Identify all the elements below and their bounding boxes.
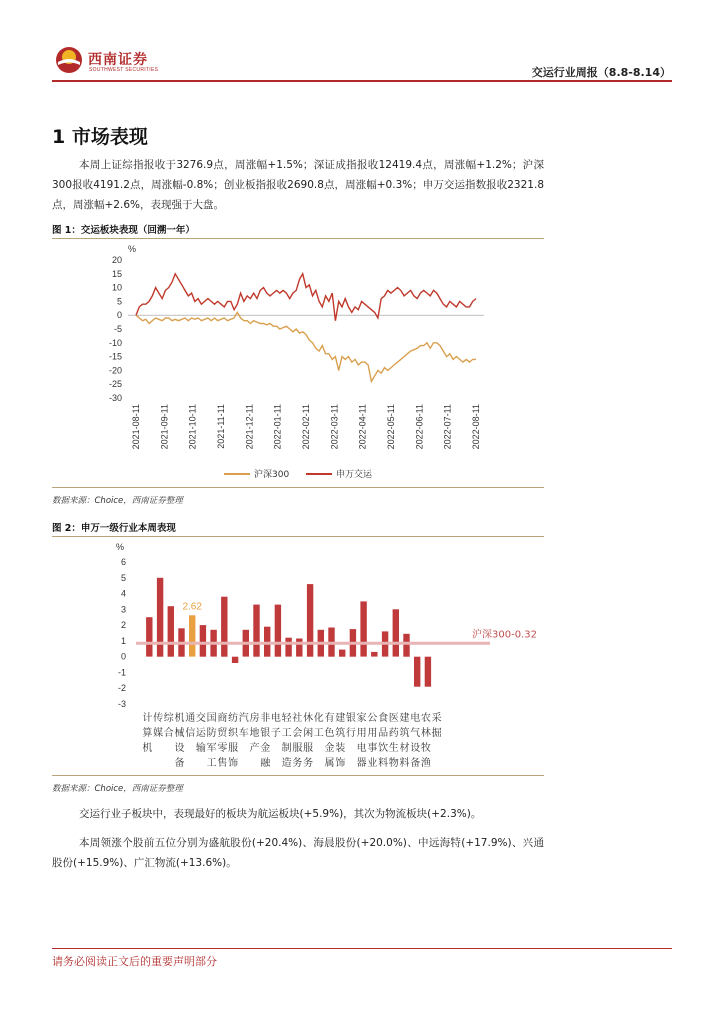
- y-tick-label: -5: [113, 324, 122, 334]
- category-label: 传媒: [153, 713, 164, 739]
- brand-logo: [55, 44, 159, 76]
- figure1-title: 图 1：交运板块表现（回溯一年）: [52, 225, 195, 236]
- figure2-top-rule: [52, 536, 544, 537]
- y-tick-label: 0: [120, 651, 126, 662]
- y-tick-label: 15: [111, 268, 122, 279]
- industry-bar: [275, 605, 281, 657]
- category-label: 通信: [185, 713, 196, 739]
- y-tick-label: -1: [117, 667, 126, 678]
- bar-chart: [52, 538, 544, 774]
- x-tick-label: 2022-07-11: [442, 404, 453, 450]
- y-axis-unit: %: [116, 542, 125, 552]
- industry-bar: [264, 627, 270, 657]
- figure1-bottom-rule: [52, 487, 544, 488]
- category-label: 电气设备: [410, 713, 421, 769]
- industry-bar: [200, 625, 206, 657]
- y-tick-label: 4: [120, 588, 126, 599]
- y-tick-label: 5: [116, 296, 122, 307]
- figure2-bottom-rule: [52, 775, 544, 776]
- industry-bar: [232, 657, 238, 663]
- x-tick-label: 2021-08-11: [131, 404, 141, 450]
- y-tick-label: 3: [120, 604, 126, 615]
- industry-bar: [285, 638, 291, 657]
- industry-bar: [360, 601, 366, 656]
- x-tick-label: 2022-05-11: [386, 404, 396, 450]
- legend-label: 申万交运: [336, 470, 373, 480]
- footer-divider: [52, 948, 672, 949]
- y-tick-label: -3: [117, 699, 126, 709]
- y-tick-label: -10: [108, 337, 122, 348]
- industry-bar: [296, 639, 302, 657]
- y-tick-label: -20: [108, 365, 122, 376]
- hs300-reference-label: 沪深300-0.32: [472, 629, 537, 641]
- category-label: 机械设备: [174, 713, 185, 769]
- category-label: 综合: [163, 713, 174, 739]
- x-tick-label: 2022-06-11: [414, 404, 425, 450]
- y-tick-label: 2: [120, 620, 126, 631]
- category-label: 轻工制造: [281, 713, 292, 769]
- header-divider: [52, 80, 672, 82]
- logo-mark-icon: [55, 46, 83, 74]
- x-tick-label: 2022-08-11: [471, 404, 481, 450]
- y-tick-label: -2: [117, 683, 126, 694]
- industry-bar: [371, 652, 377, 657]
- figure1-source: 数据来源：Choice，西南证券整理: [52, 496, 183, 506]
- y-tick-label: -30: [108, 393, 122, 403]
- y-axis-unit: %: [128, 244, 137, 254]
- y-tick-label: 20: [111, 255, 122, 265]
- y-tick-label: 6: [120, 557, 126, 567]
- industry-bar: [168, 606, 174, 657]
- x-tick-label: 2022-02-11: [301, 404, 311, 450]
- x-tick-label: 2021-09-11: [159, 404, 170, 450]
- figure1-top-rule: [52, 238, 544, 239]
- category-label: 采掘: [431, 713, 442, 739]
- x-tick-label: 2022-03-11: [329, 404, 340, 450]
- category-label: 非银金融: [260, 713, 271, 769]
- category-label: 有色金属: [324, 713, 335, 769]
- logo-name: 西南证券: [88, 52, 148, 68]
- category-label: 建筑材料: [399, 713, 410, 769]
- hs300-line: [136, 312, 476, 381]
- x-tick-label: 2022-01-11: [272, 404, 283, 450]
- sw-transport-line: [136, 274, 476, 321]
- category-label: 化工: [313, 713, 324, 739]
- x-tick-label: 2021-10-11: [187, 404, 198, 450]
- category-label: 社会服务: [292, 713, 303, 769]
- category-label: 商贸零售: [217, 713, 228, 769]
- y-tick-label: 0: [116, 310, 122, 321]
- x-tick-label: 2021-11-11: [216, 404, 226, 449]
- category-label: 农林牧渔: [420, 713, 431, 769]
- y-tick-label: 10: [111, 282, 122, 293]
- industry-bar: [221, 597, 227, 657]
- category-label: 国防军工: [206, 713, 217, 769]
- industry-bar: [307, 584, 313, 657]
- logo-name-en: SOUTHWEST SECURITIES: [89, 67, 159, 73]
- legend-label: 沪深300: [254, 470, 290, 480]
- category-label: 建筑装饰: [335, 713, 346, 769]
- industry-bar: [425, 657, 431, 687]
- highlight-value-label: 2.62: [182, 601, 202, 613]
- industry-bar: [157, 578, 163, 657]
- category-label: 银行: [345, 713, 356, 739]
- industry-bar: [253, 605, 259, 657]
- x-tick-label: 2021-12-11: [244, 404, 255, 450]
- section-title: 1 市场表现: [52, 126, 148, 148]
- category-label: 计算机: [142, 713, 153, 754]
- figure2-source: 数据来源：Choice，西南证券整理: [52, 784, 183, 794]
- report-title: 交运行业周报（8.8-8.14）: [531, 66, 671, 79]
- y-tick-label: 5: [120, 572, 126, 583]
- category-label: 电子: [270, 713, 281, 739]
- category-label: 医药生物: [388, 713, 399, 769]
- category-label: 家用电器: [356, 713, 367, 769]
- category-label: 房地产: [249, 713, 260, 754]
- line-chart: [52, 240, 544, 486]
- industry-bar: [414, 657, 420, 687]
- category-label: 交运输: [195, 713, 206, 754]
- intro-paragraph: 本周上证综指报收于3276.9点，周涨幅+1.5%；深证成指报收12419.4点，周涨幅+1.2%；沪深300报收4191.2点，周涨幅-0.8%；创业板指报收2690.8点，周涨幅+0.3%；申万交运指数报收2321.8点，周涨幅+2.6%，表现强于大盘。: [52, 159, 544, 211]
- category-label: 汽车: [238, 713, 249, 739]
- y-tick-label: 1: [120, 635, 126, 646]
- industry-bar: [393, 609, 399, 656]
- subsector-paragraph: 交运行业子板块中，表现最好的板块为航运板块(+5.9%)，其次为物流板块(+2.3%)。: [79, 808, 482, 820]
- y-tick-label: -15: [108, 351, 122, 362]
- industry-bar: [403, 634, 409, 657]
- footer-disclaimer: 请务必阅读正文后的重要声明部分: [52, 955, 217, 968]
- x-tick-label: 2022-04-11: [357, 404, 368, 450]
- industry-bar: [189, 615, 195, 656]
- top-stocks-paragraph: 本周领涨个股前五位分别为盛航股份(+20.4%)、海晨股份(+20.0%)、中远海特(+17.9%)、兴通股份(+15.9%)、广汇物流(+13.6%)。: [52, 837, 544, 869]
- figure2-title: 图 2：申万一级行业本周表现: [52, 523, 176, 534]
- category-label: 休闲服务: [303, 713, 314, 769]
- category-label: 公用事业: [367, 713, 378, 769]
- category-label: 食品饮料: [378, 713, 389, 769]
- y-tick-label: -25: [108, 379, 122, 390]
- industry-bar: [146, 617, 152, 656]
- industry-bar: [339, 650, 345, 657]
- category-label: 纺织服饰: [228, 713, 239, 769]
